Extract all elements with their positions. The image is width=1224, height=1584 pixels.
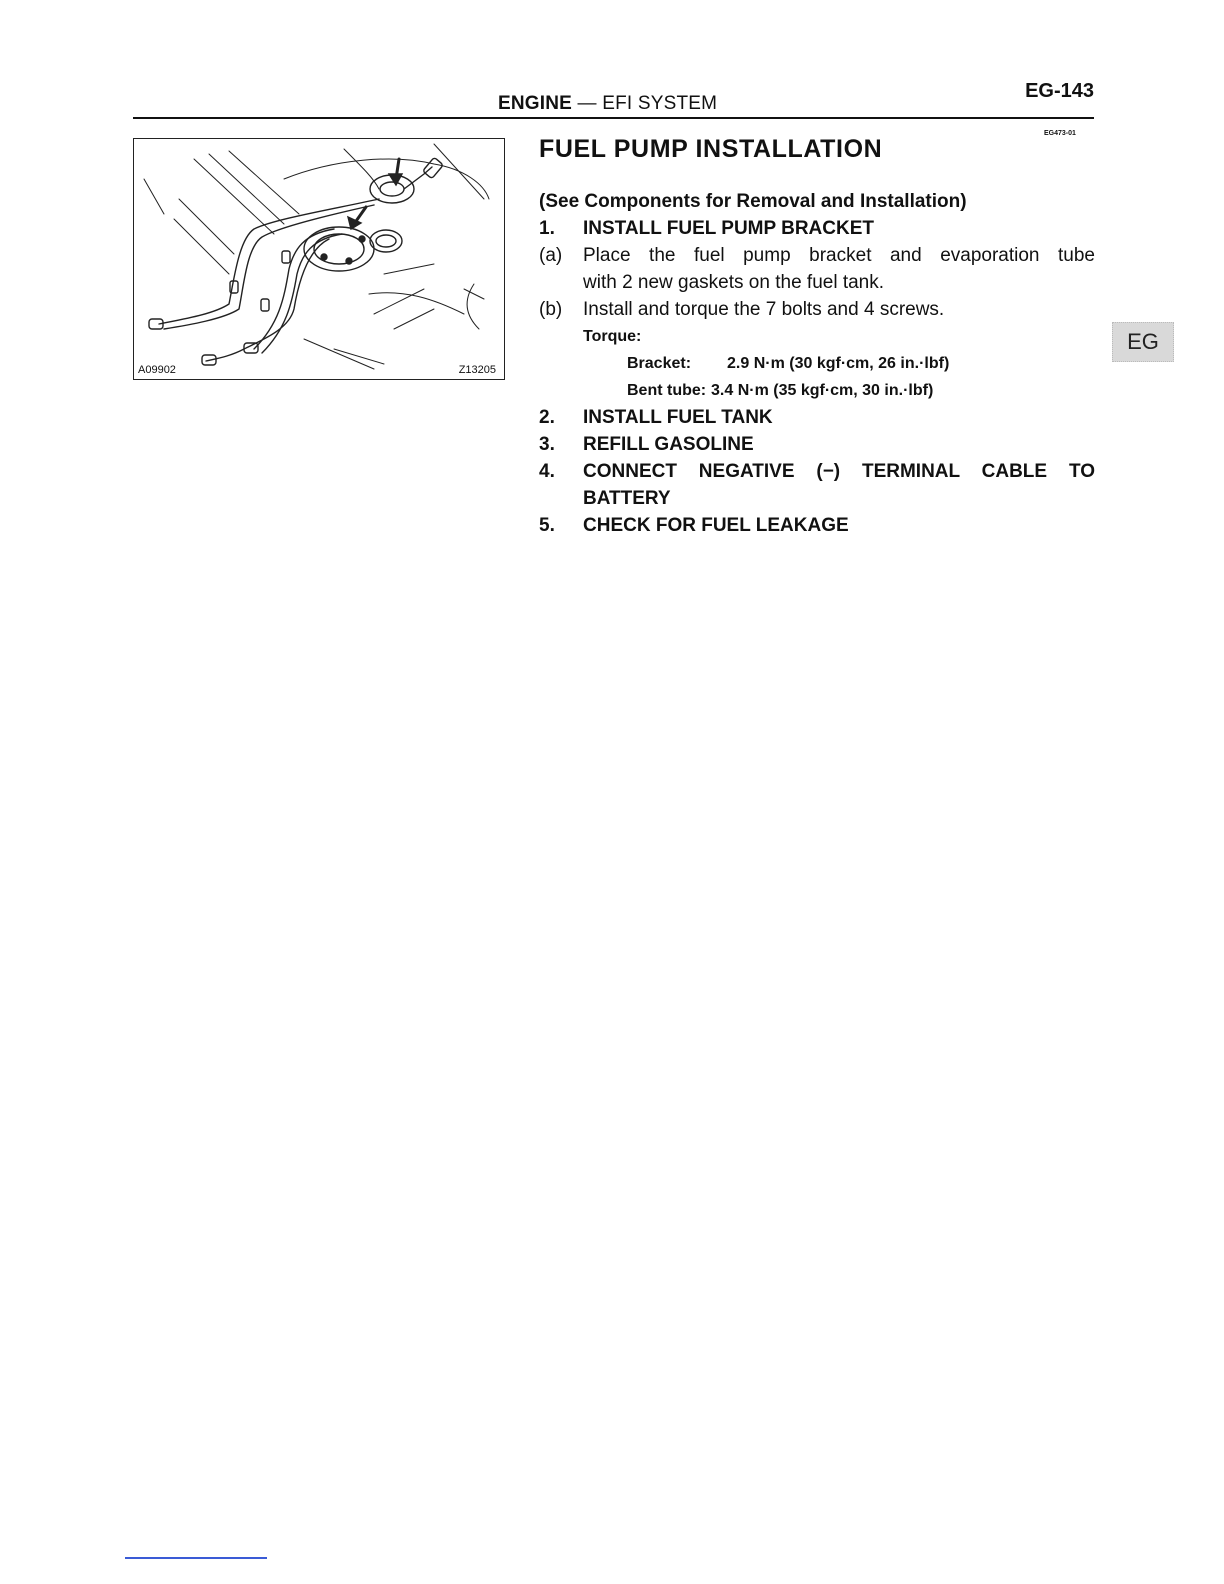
step-text: CONNECT NEGATIVE (−) TERMINAL CABLE TO <box>583 461 1095 482</box>
section-title: FUEL PUMP INSTALLATION <box>539 135 883 163</box>
step-text: REFILL GASOLINE <box>583 434 754 455</box>
torque-value: 3.4 N·m (35 kgf·cm, 30 in.·lbf) <box>711 382 934 399</box>
step-1 <box>539 215 1095 242</box>
header-title-bold: ENGINE <box>498 93 573 114</box>
torque-row-bracket <box>539 350 1095 377</box>
fuel-pump-figure <box>133 138 505 380</box>
substep-a-continued: with 2 new gaskets on the fuel tank. <box>583 272 885 293</box>
step-number: 2. <box>539 407 555 428</box>
torque-value: 2.9 N·m (30 kgf·cm, 26 in.·lbf) <box>727 355 950 372</box>
bottom-link-underline <box>125 1557 267 1559</box>
torque-label: Torque: <box>583 328 642 345</box>
document-code: EG473-01 <box>1044 130 1076 137</box>
step-3 <box>539 431 1095 458</box>
torque-key: Bracket: <box>627 355 692 372</box>
substep-number: (b) <box>539 299 563 320</box>
section-body <box>539 188 1095 539</box>
step-4-continued: BATTERY <box>583 488 671 509</box>
torque-key: Bent tube: <box>627 382 707 399</box>
section-tab-eg: EG <box>1112 322 1174 362</box>
step-text: CHECK FOR FUEL LEAKAGE <box>583 515 849 536</box>
step-text: INSTALL FUEL PUMP BRACKET <box>583 218 874 239</box>
step-number: 1. <box>539 218 555 239</box>
fuel-pump-bracket-diagram-icon <box>134 139 504 379</box>
step-text: INSTALL FUEL TANK <box>583 407 773 428</box>
substep-text: Place the fuel pump bracket and evaporation tube <box>583 245 1095 266</box>
step-number: 3. <box>539 434 555 455</box>
step-5 <box>539 512 1095 539</box>
figure-code-right: Z13205 <box>458 364 496 376</box>
step-4 <box>539 458 1095 485</box>
substep-text: Install and torque the 7 bolts and 4 screws. <box>583 299 945 320</box>
substep-number: (a) <box>539 245 563 266</box>
torque-row-bent-tube <box>539 377 1095 404</box>
substep-b <box>539 296 1095 323</box>
substep-a <box>539 242 1095 269</box>
header-divider <box>133 117 1094 119</box>
figure-code-left: A09902 <box>138 364 176 376</box>
page-header-title <box>498 93 717 115</box>
header-title-rest: — EFI SYSTEM <box>572 93 718 114</box>
step-2 <box>539 404 1095 431</box>
step-number: 4. <box>539 461 555 482</box>
components-note: (See Components for Removal and Installation) <box>539 191 967 212</box>
step-number: 5. <box>539 515 555 536</box>
page-number: EG-143 <box>1025 80 1094 102</box>
